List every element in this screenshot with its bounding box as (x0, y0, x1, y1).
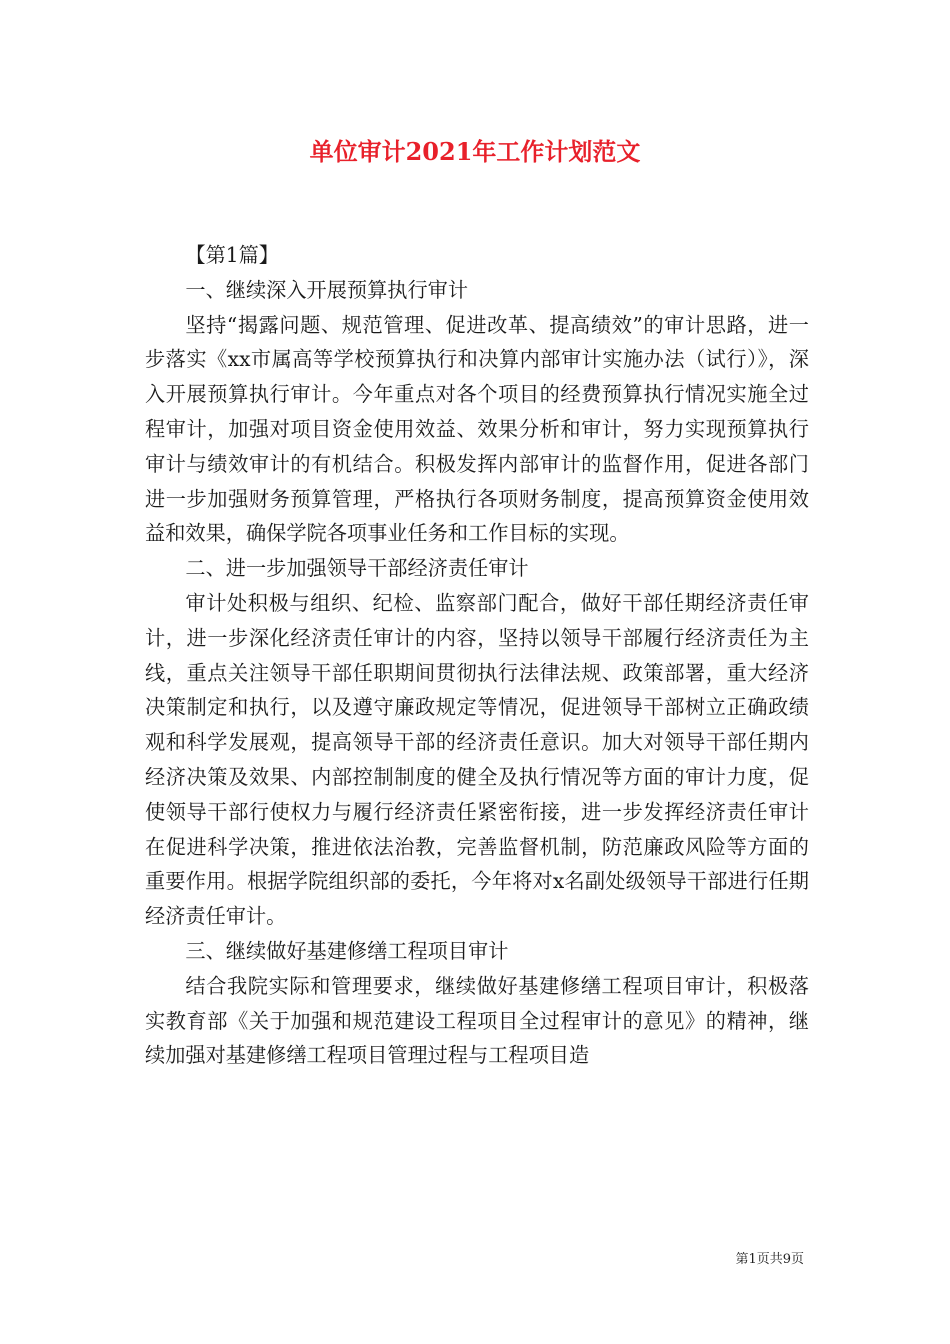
section-paragraph-2: 审计处积极与组织、纪检、监察部门配合，做好干部任期经济责任审计，进一步深化经济责任审计的内容，坚持以领导干部履行经济责任为主线，重点关注领导干部任职期间贯彻执行法律法规、政策部署，重大经济决策制定和执行，以及遵守廉政规定等情况，促进领导干部树立正确政绩观和科学发展观，提高领导干部的经济责任意识。加大对领导干部任期内经济决策及效果、内部控制制度的健全及执行情况等方面的审计力度，促使领导干部行使权力与履行经济责任紧密衔接，进一步发挥经济责任审计在促进科学决策，推进依法治教，完善监督机制，防范廉政风险等方面的重要作用。根据学院组织部的委托，今年将对x名副处级领导干部进行任期经济责任审计。 (145, 590, 809, 929)
page-number: 第1页共9页 (735, 1252, 804, 1267)
section-paragraph-3: 结合我院实际和管理要求，继续做好基建修缮工程项目审计，积极落实教育部《关于加强和规范建设工程项目全过程审计的意见》的精神，继续加强对基建修缮工程项目管理过程与工程项目造 (145, 973, 809, 1068)
section-heading-2: 二、进一步加强领导干部经济责任审计 (185, 556, 529, 581)
section-paragraph-1: 坚持“揭露问题、规范管理、促进改革、提高绩效”的审计思路，进一步落实《xx市属高等学校预算执行和决算内部审计实施办法（试行）》，深入开展预算执行审计。今年重点对各个项目的经费预算执行情况实施全过程审计，加强对项目资金使用效益、效果分析和审计，努力实现预算执行审计与绩效审计的有机结合。积极发挥内部审计的监督作用，促进各部门进一步加强财务预算管理，严格执行各项财务制度，提高预算资金使用效益和效果，确保学院各项事业任务和工作目标的实现。 (145, 312, 809, 546)
part-label: 【第1篇】 (185, 243, 279, 267)
document-body (145, 238, 809, 1073)
section-heading-1: 一、继续深入开展预算执行审计 (185, 277, 469, 302)
section-heading-3: 三、继续做好基建修缮工程项目审计 (185, 938, 509, 963)
document-title: 单位审计2021年工作计划范文 (309, 137, 641, 166)
